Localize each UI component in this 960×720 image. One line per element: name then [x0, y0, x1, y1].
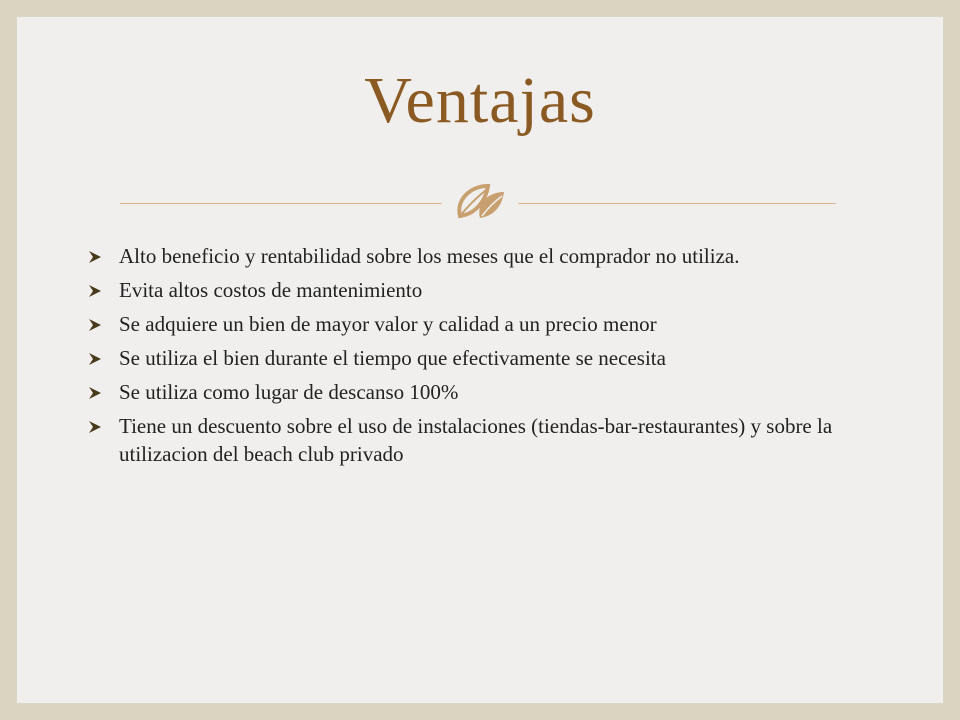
bullet-item — [86, 344, 846, 372]
arrowhead-bullet-icon — [88, 318, 102, 332]
bullet-item — [86, 242, 846, 270]
title-divider-right — [518, 203, 836, 204]
arrowhead-bullet-icon — [88, 352, 102, 366]
bullet-item — [86, 412, 846, 468]
slide-title: Ventajas — [364, 64, 596, 137]
bullet-item — [86, 310, 846, 338]
bullet-text: Se utiliza el bien durante el tiempo que efectivamente se necesita — [119, 346, 666, 370]
bullet-text: Se utiliza como lugar de descanso 100% — [119, 380, 459, 404]
double-leaf-ornament-icon — [446, 182, 514, 222]
arrowhead-bullet-icon — [88, 250, 102, 264]
arrowhead-bullet-icon — [88, 386, 102, 400]
bullet-list — [86, 242, 846, 474]
bullet-text: Evita altos costos de mantenimiento — [119, 278, 423, 302]
bullet-text: Alto beneficio y rentabilidad sobre los meses que el comprador no utiliza. — [119, 244, 740, 268]
bullet-item — [86, 378, 846, 406]
bullet-item — [86, 276, 846, 304]
bullet-text: Tiene un descuento sobre el uso de instalaciones (tiendas-bar-restaurantes) y sobre la utilizacion del beach club privado — [119, 414, 833, 466]
arrowhead-bullet-icon — [88, 420, 102, 434]
arrowhead-bullet-icon — [88, 284, 102, 298]
bullet-text: Se adquiere un bien de mayor valor y calidad a un precio menor — [119, 312, 657, 336]
title-divider-left — [120, 203, 442, 204]
